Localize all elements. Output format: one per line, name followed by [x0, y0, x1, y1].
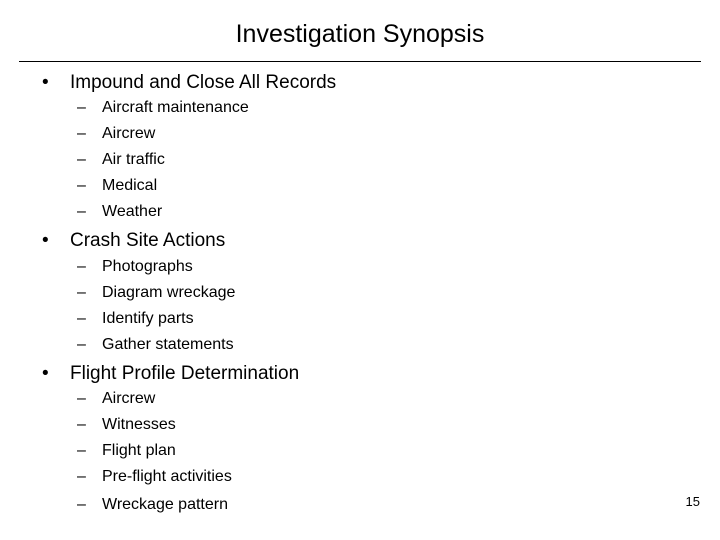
sub-item-label: Aircrew	[102, 390, 156, 407]
slide-title: Investigation Synopsis	[235, 20, 485, 48]
sub-item-label: Flight plan	[102, 442, 176, 459]
sub-item-label: Pre-flight activities	[102, 468, 232, 485]
dash-glyph: –	[77, 203, 86, 220]
sub-item-label: Aircrew	[102, 125, 156, 142]
section-bullet	[42, 71, 336, 95]
section-bullet	[42, 229, 225, 253]
dash-glyph: –	[77, 284, 86, 301]
sub-item	[77, 257, 193, 277]
sub-item	[77, 176, 157, 196]
sub-item	[77, 283, 235, 303]
sub-item	[77, 150, 165, 170]
sub-item-label: Identify parts	[102, 310, 194, 327]
sub-item	[77, 441, 176, 461]
dash-glyph: –	[77, 442, 86, 459]
sub-item	[77, 415, 176, 435]
bullet-glyph: •	[42, 363, 49, 384]
dash-glyph: –	[77, 416, 86, 433]
sub-item-label: Diagram wreckage	[102, 284, 236, 301]
section-bullet	[42, 362, 299, 386]
dash-glyph: –	[77, 310, 86, 327]
dash-glyph: –	[77, 258, 86, 275]
sub-item	[77, 202, 162, 222]
sub-item-label: Aircraft maintenance	[102, 99, 249, 116]
sub-item	[77, 389, 155, 409]
sub-item-label: Medical	[102, 177, 158, 194]
dash-glyph: –	[77, 336, 86, 353]
title-divider	[19, 61, 701, 62]
sub-item	[77, 467, 232, 487]
sub-item-label: Photographs	[102, 258, 193, 275]
sub-item	[77, 98, 249, 118]
dash-glyph: –	[77, 390, 86, 407]
dash-glyph: –	[77, 468, 86, 485]
sub-item	[77, 335, 234, 355]
page-number: 15	[685, 494, 700, 509]
sub-item-label: Wreckage pattern	[102, 496, 228, 513]
sub-item	[77, 495, 228, 515]
section-label: Flight Profile Determination	[70, 363, 300, 384]
section-label: Crash Site Actions	[70, 230, 226, 251]
sub-item-label: Witnesses	[102, 416, 176, 433]
dash-glyph: –	[77, 99, 86, 116]
dash-glyph: –	[77, 151, 86, 168]
section-label: Impound and Close All Records	[70, 72, 337, 93]
sub-item	[77, 309, 194, 329]
dash-glyph: –	[77, 125, 86, 142]
sub-item	[77, 124, 155, 144]
sub-item-label: Weather	[102, 203, 163, 220]
bullet-glyph: •	[42, 72, 49, 93]
sub-item-label: Air traffic	[102, 151, 165, 168]
dash-glyph: –	[77, 496, 86, 513]
dash-glyph: –	[77, 177, 86, 194]
bullet-glyph: •	[42, 230, 49, 251]
sub-item-label: Gather statements	[102, 336, 234, 353]
